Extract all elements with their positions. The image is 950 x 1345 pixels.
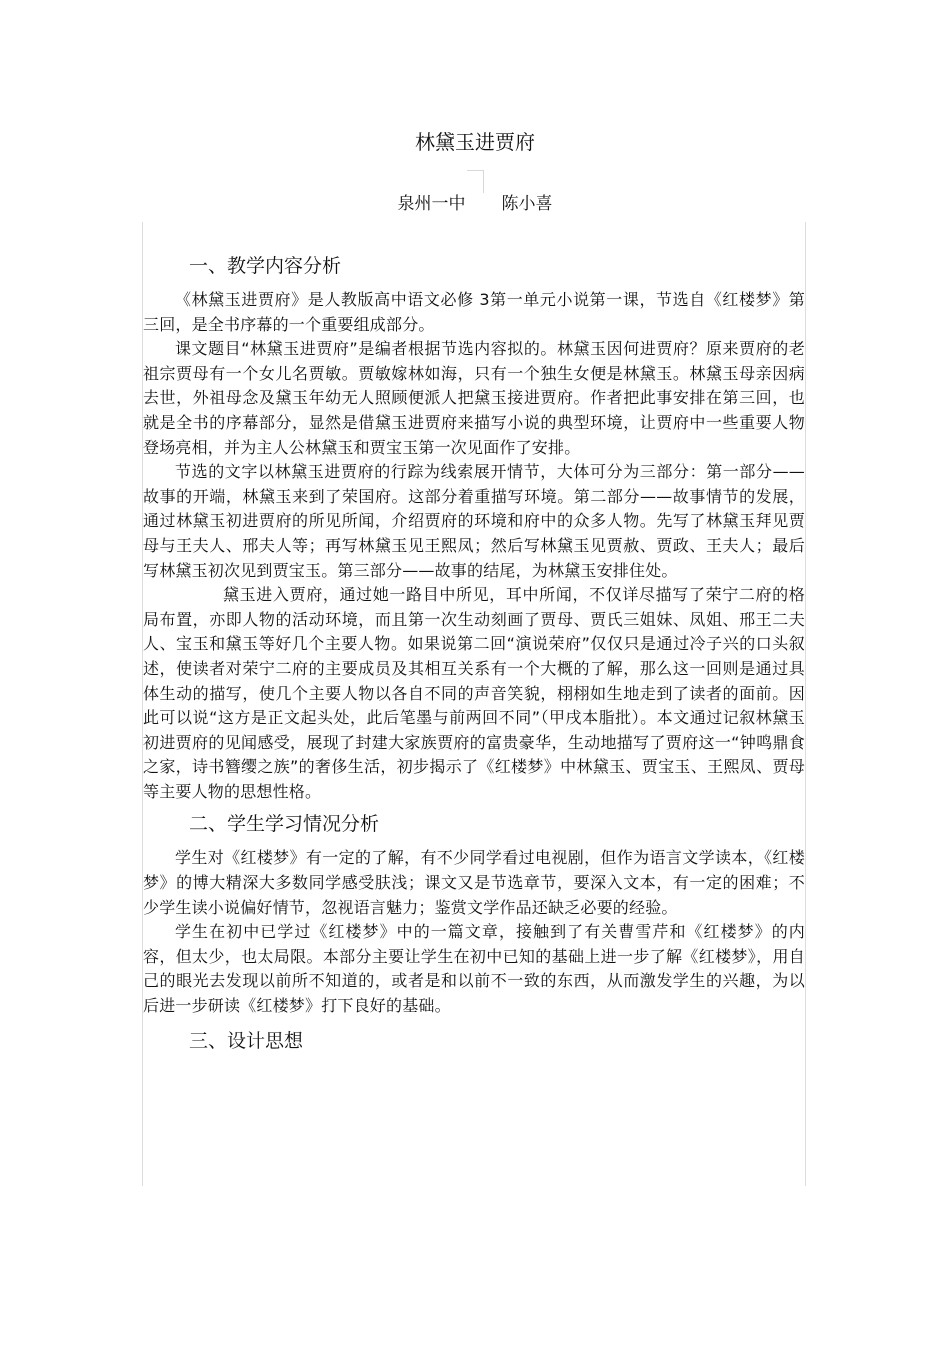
document-title: 林黛玉进贾府 (415, 130, 535, 154)
paragraph: 黛玉进入贾府，通过她一路目中所见，耳中所闻，不仅详尽描写了荣宁二府的格局布置，亦即人物的活动环境，而且第一次生动刻画了贾母、贾氏三姐妹、凤姐、邢王二夫人、宝玉和黛玉等好几个主要人物。如果说第二回“演说荣府”仅仅只是通过冷子兴的口头叙述，使读者对荣宁二府的主要成员及其相互关系有一个大概的了解，那么这一回则是通过具体生动的描写，使几个主要人物以各自不同的声音笑貌，栩栩如生地走到了读者的面前。因此可以说“这方是正文起头处，此后笔墨与前两回不同”（甲戌本脂批）。本文通过记叙林黛玉初进贾府的见闻感受，展现了封建大家族贾府的富贵豪华，生动地描写了贾府这一“钟鸣鼎食之家，诗书簪缨之族”的奢侈生活，初步揭示了《红楼梦》中林黛玉、贾宝玉、王熙凤、贾母等主要人物的思想性格。 (143, 585, 805, 801)
author-school: 泉州一中 (397, 194, 466, 214)
document-body (143, 250, 805, 1057)
paragraph: 学生在初中已学过《红楼梦》中的一篇文章，接触到了有关曹雪芹和《红楼梦》的内容，但太少，也太局限。本部分主要让学生在初中已知的基础上进一步了解《红楼梦》，用自己的眼光去发现以前所不知道的，或者是和以前不一致的东西，从而激发学生的兴趣，为以后进一步研读《红楼梦》打下良好的基础。 (143, 922, 805, 1016)
author-line (0, 191, 950, 217)
section-heading-design-idea: 三、设计思想 (189, 1029, 304, 1052)
section-heading-teaching-content: 一、教学内容分析 (189, 255, 342, 277)
paragraph: 学生对《红楼梦》有一定的了解，有不少同学看过电视剧，但作为语言文学读本，《红楼梦》的博大精深大多数同学感受肤浅；课文又是节选章节，要深入文本，有一定的困难；不少学生读小说偏好情节，忽视语言魅力；鉴赏文学作品还缺乏必要的经验。 (143, 848, 805, 917)
section-heading-student-analysis: 二、学生学习情况分析 (189, 813, 380, 836)
paragraph: 《林黛玉进贾府》是人教版高中语文必修 3第一单元小说第一课，节选自《红楼梦》第三回，是全书序幕的一个重要组成部分。 (143, 290, 805, 334)
paragraph: 节选的文字以林黛玉进贾府的行踪为线索展开情节，大体可分为三部分：第一部分——故事的开端，林黛玉来到了荣国府。这部分着重描写环境。第二部分——故事情节的发展，通过林黛玉初进贾府的所见所闻，介绍贾府的环境和府中的众多人物。先写了林黛玉拜见贾母与王夫人、邢夫人等；再写林黛玉见王熙凤；然后写林黛玉见贾赦、贾政、王夫人；最后写林黛玉初次见到贾宝玉。第三部分——故事的结尾，为林黛玉安排住处。 (143, 462, 805, 580)
title-divider (467, 170, 484, 193)
paragraph: 课文题目“林黛玉进贾府”是编者根据节选内容拟的。林黛玉因何进贾府？原来贾府的老祖宗贾母有一个女儿名贾敏。贾敏嫁林如海，只有一个独生女便是林黛玉。林黛玉母亲因病去世，外祖母念及黛玉年幼无人照顾便派人把黛玉接进贾府。作者把此事安排在第三回，也就是全书的序幕部分，显然是借黛玉进贾府来描写小说的典型环境，让贾府中一些重要人物登场亮相，并为主人公林黛玉和贾宝玉第一次见面作了安排。 (143, 339, 805, 457)
author-name: 陈小喜 (501, 194, 553, 214)
